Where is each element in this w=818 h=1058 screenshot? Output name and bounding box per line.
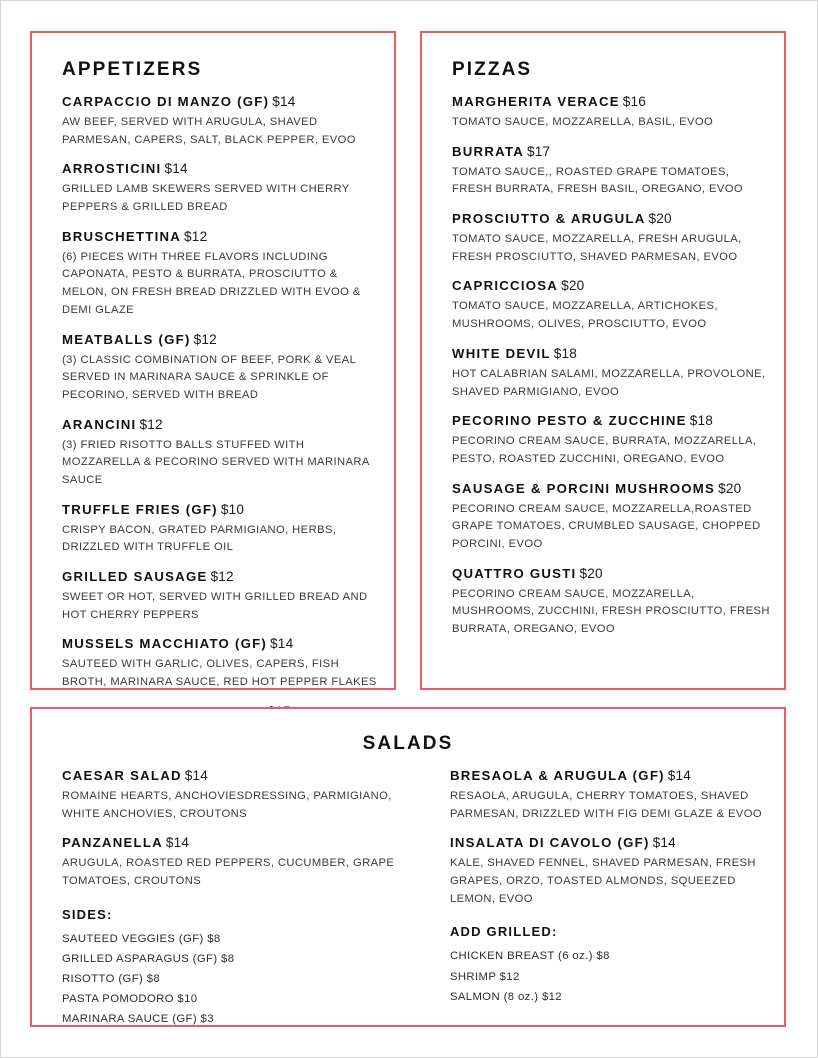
- menu-item-description: (3) CLASSIC COMBINATION OF BEEF, PORK & VEAL SERVED IN MARINARA SAUCE & SPRINKLE OF PECORINO, SERVED WITH BREAD: [62, 353, 356, 401]
- menu-item-price: $12: [210, 569, 234, 584]
- menu-item-heading: [62, 93, 380, 111]
- menu-item-price: $14: [270, 636, 294, 652]
- menu-item-description: ARUGULA, ROASTED RED PEPPERS, CUCUMBER, GRAPE TOMATOES, CROUTONS: [62, 857, 395, 888]
- menu-item-description: PECORINO CREAM SAUCE, MOZZARELLA,ROASTED GRAPE TOMATOES, CRUMBLED SAUSAGE, CHOPPED PORCINI, EVOO: [452, 502, 761, 550]
- menu-item-heading: [62, 568, 380, 586]
- appetizers-section-title: APPETIZERS: [62, 59, 203, 80]
- menu-item: [62, 635, 380, 691]
- menu-item-description: KALE, SHAVED FENNEL, SHAVED PARMESAN, FRESH GRAPES, ORZO, TOASTED ALMONDS, SQUEEZED LEMON, EVOO: [449, 857, 756, 905]
- menu-item-name: CARPACCIO DI MANZO (GF): [62, 94, 270, 109]
- menu-item-heading: [452, 210, 770, 228]
- menu-item-price: $20: [648, 211, 672, 227]
- sublist-line: SALMON (8 oz.) $12: [449, 990, 562, 1003]
- menu-item-heading: [62, 331, 380, 349]
- menu-item-description: GRILLED LAMB SKEWERS SERVED WITH CHERRY PEPPERS & GRILLED BREAD: [62, 183, 350, 214]
- menu-item-price: $10: [220, 501, 245, 517]
- menu-item-price: $14: [652, 835, 676, 851]
- menu-item-heading: [452, 480, 770, 498]
- menu-item-heading: [62, 416, 380, 434]
- menu-item: [452, 565, 770, 639]
- menu-item-heading: [450, 767, 784, 785]
- menu-item-name: PANZANELLA: [62, 835, 163, 851]
- menu-item: [62, 834, 420, 890]
- menu-item-heading: [62, 767, 420, 785]
- menu-item-description: (3) FRIED RISOTTO BALLS STUFFED WITH MOZZARELLA & PECORINO SERVED WITH MARINARA SAUCE: [62, 438, 370, 486]
- menu-item-description: SWEET OR HOT, SERVED WITH GRILLED BREAD AND HOT CHERRY PEPPERS: [62, 591, 368, 621]
- menu-item-heading: [450, 834, 784, 852]
- menu-item-heading: [452, 277, 770, 295]
- salads-panel: [30, 707, 786, 1027]
- menu-item-price: $12: [184, 228, 208, 244]
- menu-item-description: TOMATO SAUCE,, ROASTED GRAPE TOMATOES, FRESH BURRATA, FRESH BASIL, OREGANO, EVOO: [452, 165, 743, 196]
- menu-item-price: $18: [689, 413, 713, 429]
- menu-item-price: $17: [527, 143, 551, 159]
- menu-item: [452, 480, 770, 554]
- menu-item-price: $20: [579, 565, 603, 581]
- menu-item-description: TOMATO SAUCE, MOZZARELLA, ARTICHOKES, MUSHROOMS, OLIVES, PROSCIUTTO, EVOO: [452, 300, 718, 331]
- sublist-line: GRILLED ASPARAGUS (GF) $8: [62, 952, 235, 965]
- menu-item: [452, 143, 770, 199]
- menu-item: [62, 767, 420, 823]
- appetizers-panel: [30, 31, 396, 690]
- add-grilled-block: [450, 924, 784, 1006]
- menu-item-price: $16: [622, 94, 647, 109]
- salads-left-item-list: [62, 767, 420, 891]
- pizzas-section-title: PIZZAS: [452, 59, 533, 80]
- menu-item-name: QUATTRO GUSTI: [452, 565, 577, 581]
- menu-item-name: PECORINO PESTO & ZUCCHINE: [452, 413, 687, 429]
- menu-item-name: PROSCIUTTO & ARUGULA: [452, 211, 646, 227]
- menu-item-price: $18: [553, 345, 578, 361]
- menu-item-heading: [452, 143, 770, 161]
- menu-item-description: (6) PIECES WITH THREE FLAVORS INCLUDING CAPONATA, PESTO & BURRATA, PROSCIUTTO & MELON, ON FRESH BREAD DRIZZLED WITH EVOO & DEMI GLAZE: [62, 250, 361, 316]
- menu-item-heading: [62, 834, 420, 852]
- menu-item-description: SAUTEED WITH GARLIC, OLIVES, CAPERS, FISH BROTH, MARINARA SAUCE, RED HOT PEPPER FLAKES: [62, 658, 377, 689]
- menu-item-description: AW BEEF, SERVED WITH ARUGULA, SHAVED PARMESAN, CAPERS, SALT, BLACK PEPPER, EVOO: [62, 116, 356, 146]
- menu-item-price: $20: [718, 480, 742, 496]
- menu-item-name: ARROSTICINI: [62, 161, 162, 177]
- menu-item-name: BRESAOLA & ARUGULA (GF): [449, 768, 665, 783]
- sublist-line: CHICKEN BREAST (6 oz.) $8: [449, 950, 610, 963]
- menu-item-description: PECORINO CREAM SAUCE, MOZZARELLA, MUSHROOMS, ZUCCHINI, FRESH PROSCIUTTO, FRESH BURRATA, OREGANO, EVOO: [452, 587, 770, 635]
- menu-item-name: BURRATA: [452, 143, 524, 159]
- pizzas-panel: [420, 31, 786, 690]
- add-grilled-title: ADD GRILLED:: [449, 924, 558, 940]
- menu-item-name: MEATBALLS (GF): [62, 331, 191, 347]
- menu-item: [62, 93, 380, 149]
- menu-item-description: HOT CALABRIAN SALAMI, MOZZARELLA, PROVOLONE, SHAVED PARMIGIANO, EVOO: [452, 367, 766, 398]
- menu-item-name: CAPRICCIOSA: [452, 278, 559, 294]
- sides-title: SIDES:: [62, 906, 113, 922]
- salads-section-title: SALADS: [362, 733, 454, 754]
- pizzas-item-list: [452, 93, 770, 639]
- menu-item: [452, 345, 770, 401]
- menu-item-heading: [62, 160, 380, 178]
- menu-item-price: $14: [164, 161, 188, 177]
- salads-right-column: [420, 767, 784, 1029]
- menu-item-description: CRISPY BACON, GRATED PARMIGIANO, HERBS, DRIZZLED WITH TRUFFLE OIL: [62, 523, 337, 554]
- sublist-line: SAUTEED VEGGIES (GF) $8: [62, 932, 221, 945]
- menu-item-price: $12: [193, 331, 217, 347]
- menu-item-name: GRILLED SAUSAGE: [62, 569, 208, 584]
- salads-right-item-list: [450, 767, 784, 908]
- menu-item-description: TOMATO SAUCE, MOZZARELLA, BASIL, EVOO: [452, 116, 714, 128]
- menu-item: [450, 767, 784, 823]
- menu-item-name: MARGHERITA VERACE: [452, 94, 620, 109]
- sublist-line: SHRIMP $12: [449, 970, 520, 983]
- menu-item-price: $14: [667, 768, 692, 783]
- menu-item-description: PECORINO CREAM SAUCE, BURRATA, MOZZARELLA, PESTO, ROASTED ZUCCHINI, OREGANO, EVOO: [452, 435, 757, 465]
- menu-item: [62, 160, 380, 216]
- sublist-line: PASTA POMODORO $10: [62, 993, 198, 1006]
- menu-item: [452, 277, 770, 333]
- menu-item-heading: [62, 501, 380, 519]
- menu-item-description: RESAOLA, ARUGULA, CHERRY TOMATOES, SHAVED PARMESAN, DRIZZLED WITH FIG DEMI GLAZE & EVOO: [449, 790, 763, 820]
- menu-item-description: TOMATO SAUCE, MOZZARELLA, FRESH ARUGULA, FRESH PROSCIUTTO, SHAVED PARMESAN, EVOO: [452, 233, 742, 263]
- menu-item: [62, 568, 380, 624]
- menu-item-heading: [62, 635, 380, 653]
- menu-item: [62, 331, 380, 405]
- menu-item: [452, 210, 770, 266]
- salads-columns: [32, 767, 784, 1029]
- menu-item-name: MUSSELS MACCHIATO (GF): [62, 636, 268, 652]
- menu-item-name: WHITE DEVIL: [452, 345, 551, 361]
- menu-item-heading: [452, 93, 770, 111]
- sublist-line: RISOTTO (GF) $8: [62, 972, 161, 985]
- menu-item-price: $12: [139, 416, 163, 432]
- menu-item-name: SAUSAGE & PORCINI MUSHROOMS: [452, 480, 716, 496]
- menu-item-name: ARANCINI: [62, 416, 137, 432]
- add-grilled-line-list: [450, 946, 784, 1006]
- menu-item: [452, 412, 770, 468]
- menu-item: [452, 93, 770, 132]
- menu-item-heading: [452, 345, 770, 363]
- menu-item-name: TRUFFLE FRIES (GF): [62, 501, 218, 517]
- menu-item-heading: [452, 565, 770, 583]
- menu-item-name: BRUSCHETTINA: [62, 228, 182, 244]
- sides-line-list: [62, 929, 420, 1029]
- menu-item: [62, 501, 380, 557]
- menu-item-price: $14: [165, 835, 190, 851]
- salads-left-column: [32, 767, 420, 1029]
- menu-item-heading: [62, 228, 380, 246]
- menu-item: [62, 416, 380, 490]
- menu-item-name: CAESAR SALAD: [62, 768, 182, 783]
- menu-item-name: INSALATA DI CAVOLO (GF): [449, 835, 650, 851]
- appetizers-item-list: [62, 93, 380, 759]
- menu-item-description: ROMAINE HEARTS, ANCHOVIESDRESSING, PARMIGIANO, WHITE ANCHOVIES, CROUTONS: [62, 790, 392, 820]
- menu-item: [450, 834, 784, 908]
- menu-item-heading: [452, 412, 770, 430]
- menu-item-price: $20: [561, 278, 585, 294]
- menu-item: [62, 228, 380, 320]
- sides-block: [62, 907, 420, 1029]
- menu-item-price: $14: [272, 94, 296, 109]
- menu-item-price: $14: [184, 768, 209, 783]
- sublist-line: MARINARA SAUCE (GF) $3: [62, 1013, 214, 1026]
